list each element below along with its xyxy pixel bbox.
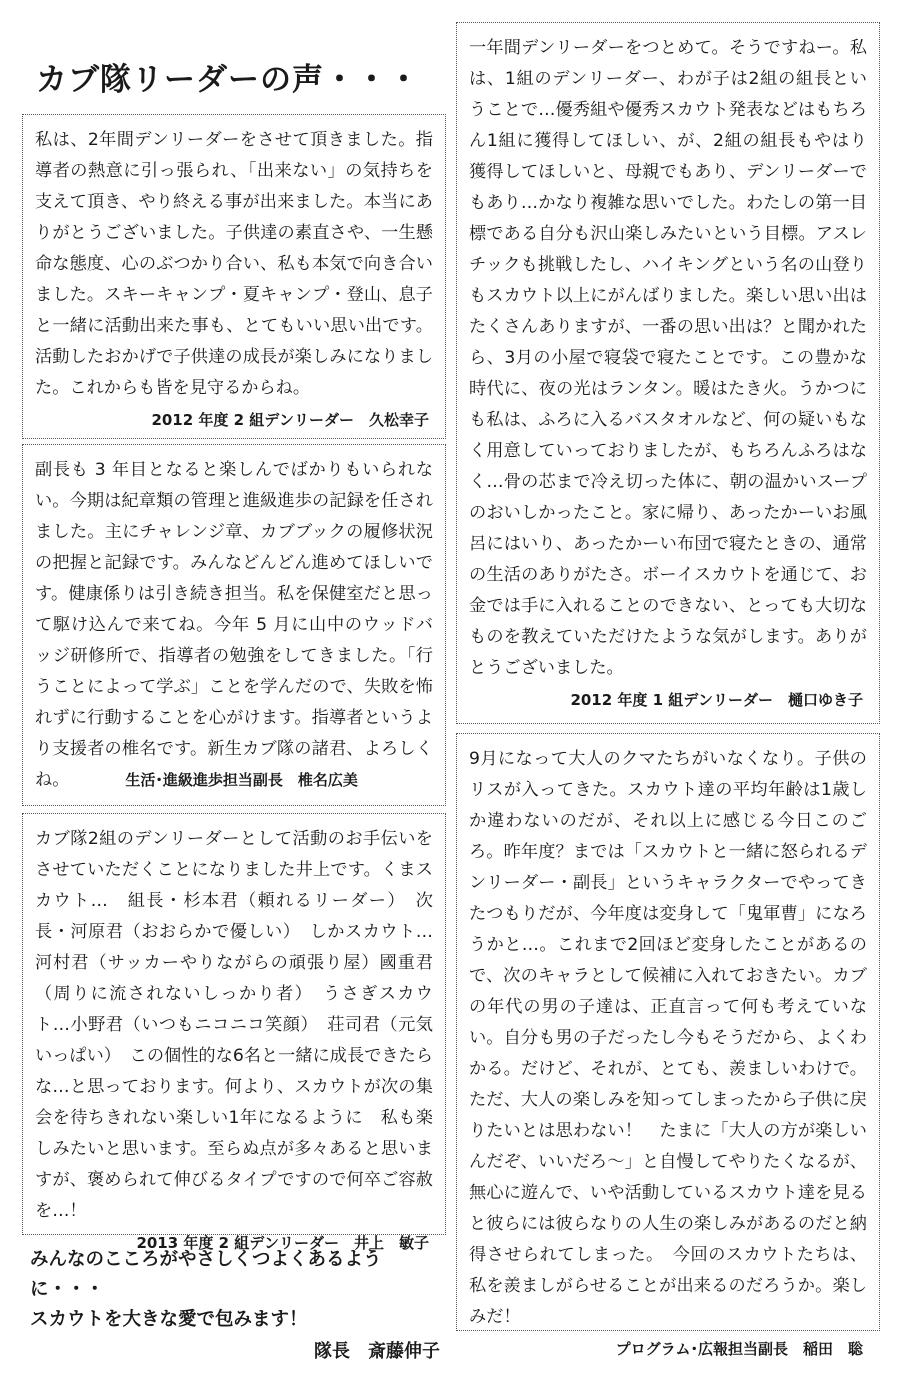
message-body: 9月になって大人のクマたちがいなくなり。子供のリスが入ってきた。スカウト達の平均年齢は1歳しか違わないのだが、それ以上に感じる今日このごろ。昨年度？までは「スカウトと一緒に怒られるデンリーダー・副長」というキャラクターでやってきたつもりだが、今年度は変身して「鬼軍曹」になろうかと…。これまで2回ほど変身したことがあるので、次のキャラとして候補に入れておきたい。カブの年代の男の子達は、正直言って何も考えていない。自分も男の子だったし今もそうだから、よくわかる。だけど、それが、とても、羨ましいわけで。ただ、大人の楽しみを知ってしまったから子供に戻りたいとは思わない！ たまに「大人の方が楽しいんだぞ、いいだろ～」と自慢してやりたくなるが、無心に遊んで、いや活動しているスカウト達を見ると彼らには彼らなりの人生の楽しみがあるのだと納得させられてしまった。 今回のスカウトたちは、私を羨ましがらせることが出来るのだろうか。楽しみだ！ xyxy=(469,749,867,1327)
motto-line: みんなのこころがやさしくつよくあるように・・・ xyxy=(30,1249,382,1300)
message-body: 私は、2年間デンリーダーをさせて頂きました。指導者の熱意に引っ張られ、「出来ない」の気持ちを支えて頂き、やり終える事が出来ました。本当にありがとうございました。子供達の素直さや、一生懸命な態度、心のぶつかり合い、私も本気で向き合いました。スキーキャンプ・夏キャンプ・登山、息子と一緒に活動出来た事も、とてもいい思い出です。活動したおかげで子供達の成長が楽しみになりました。これからも皆を見守るからね。 xyxy=(35,130,433,398)
leader-signature: 隊長 斎藤伸子 xyxy=(314,1341,440,1362)
message-hisamatsu xyxy=(22,114,446,439)
message-inada xyxy=(456,733,880,1358)
message-inoue xyxy=(22,813,446,1252)
leader-motto xyxy=(30,1245,450,1367)
message-signature: プログラム･広報担当副長 稲田 聡 xyxy=(615,1340,863,1358)
message-body: 副長も 3 年目となると楽しんでばかりもいられない。今期は紀章類の管理と進級進歩の記録を任されました。主にチャレンジ章、カブブックの履修状況の把握と記録です。みんなどんどん進めてほしいです。健康係りは引き続き担当。私を保健室だと思って駆け込んで来てね。今年 5 月に山中のウッドバッジ研修所で、指導者の勉強をしてきました。「行うことによって学ぶ」ことを学んだので、失敗を怖れずに行動することを心がけます。指導者というより支援者の椎名です。新生カブ隊の諸君、よろしくね。 生活･進級進歩担当副長 椎名広美 xyxy=(35,460,433,790)
page-title: カブ隊リーダーの声・・・ xyxy=(36,62,420,98)
motto-line: スカウトを大きな愛で包みます！ xyxy=(30,1309,308,1330)
message-signature: 2012 年度 1 組デンリーダー 樋口ゆき子 xyxy=(570,691,863,709)
message-shiina xyxy=(22,444,446,806)
message-signature: 2013 年度 2 組デンリーダー 井上 敏子 xyxy=(136,1234,429,1252)
message-signature: 生活･進級進歩担当副長 椎名広美 xyxy=(125,771,358,789)
message-signature: 2012 年度 2 組デンリーダー 久松幸子 xyxy=(151,411,429,429)
message-higuchi xyxy=(456,22,880,724)
message-body: 一年間デンリーダーをつとめて。そうですねー。私は、1組のデンリーダー、わが子は2組の組長ということで…優秀組や優秀スカウト発表などはもちろん1組に獲得してほしい、が、2組の組長もやはり獲得してほしいと、母親でもあり、デンリーダーでもあり…かなり複雑な思いでした。わたしの第一目標である自分も沢山楽しみたいという目標。アスレチックも挑戦したし、ハイキングという名の山登りもスカウト以上にがんばりました。楽しい思い出はたくさんありますが、一番の思い出は？と聞かれたら、3月の小屋で寝袋で寝たことです。この豊かな時代に、夜の光はランタン。暖はたき火。うかつにも私は、ふろに入るバスタオルなど、何の疑いもなく用意していっておりましたが、もちろんふろはなく…骨の芯まで冷え切った体に、朝の温かいスープのおいしかったこと。家に帰り、あったかーいお風呂にはいり、あったかーい布団で寝たときの、通常の生活のありがたさ。ボーイスカウトを通じて、お金では手に入れることのできない、とっても大切なものを教えていただけたような気がします。ありがとうございました。 xyxy=(469,38,867,678)
message-body: カブ隊2組のデンリーダーとして活動のお手伝いをさせていただくことになりました井上です。くまスカウト… 組長・杉本君（頼れるリーダー） 次長・河原君（おおらかで優しい） しかスカウト…河村君（サッカーやりながらの頑張り屋）國重君（周りに流されないしっかり者） うさぎスカウト…小野君（いつもニコニコ笑顔） 荘司君（元気いっぱい） この個性的な6名と一緒に成長できたらな…と思っております。何より、スカウトが次の集会を待ちきれない楽しい1年になるように 私も楽しみたいと思います。至らぬ点が多々あると思いますが、褒められて伸びるタイプですので何卒ご容赦を…！ xyxy=(35,829,433,1221)
